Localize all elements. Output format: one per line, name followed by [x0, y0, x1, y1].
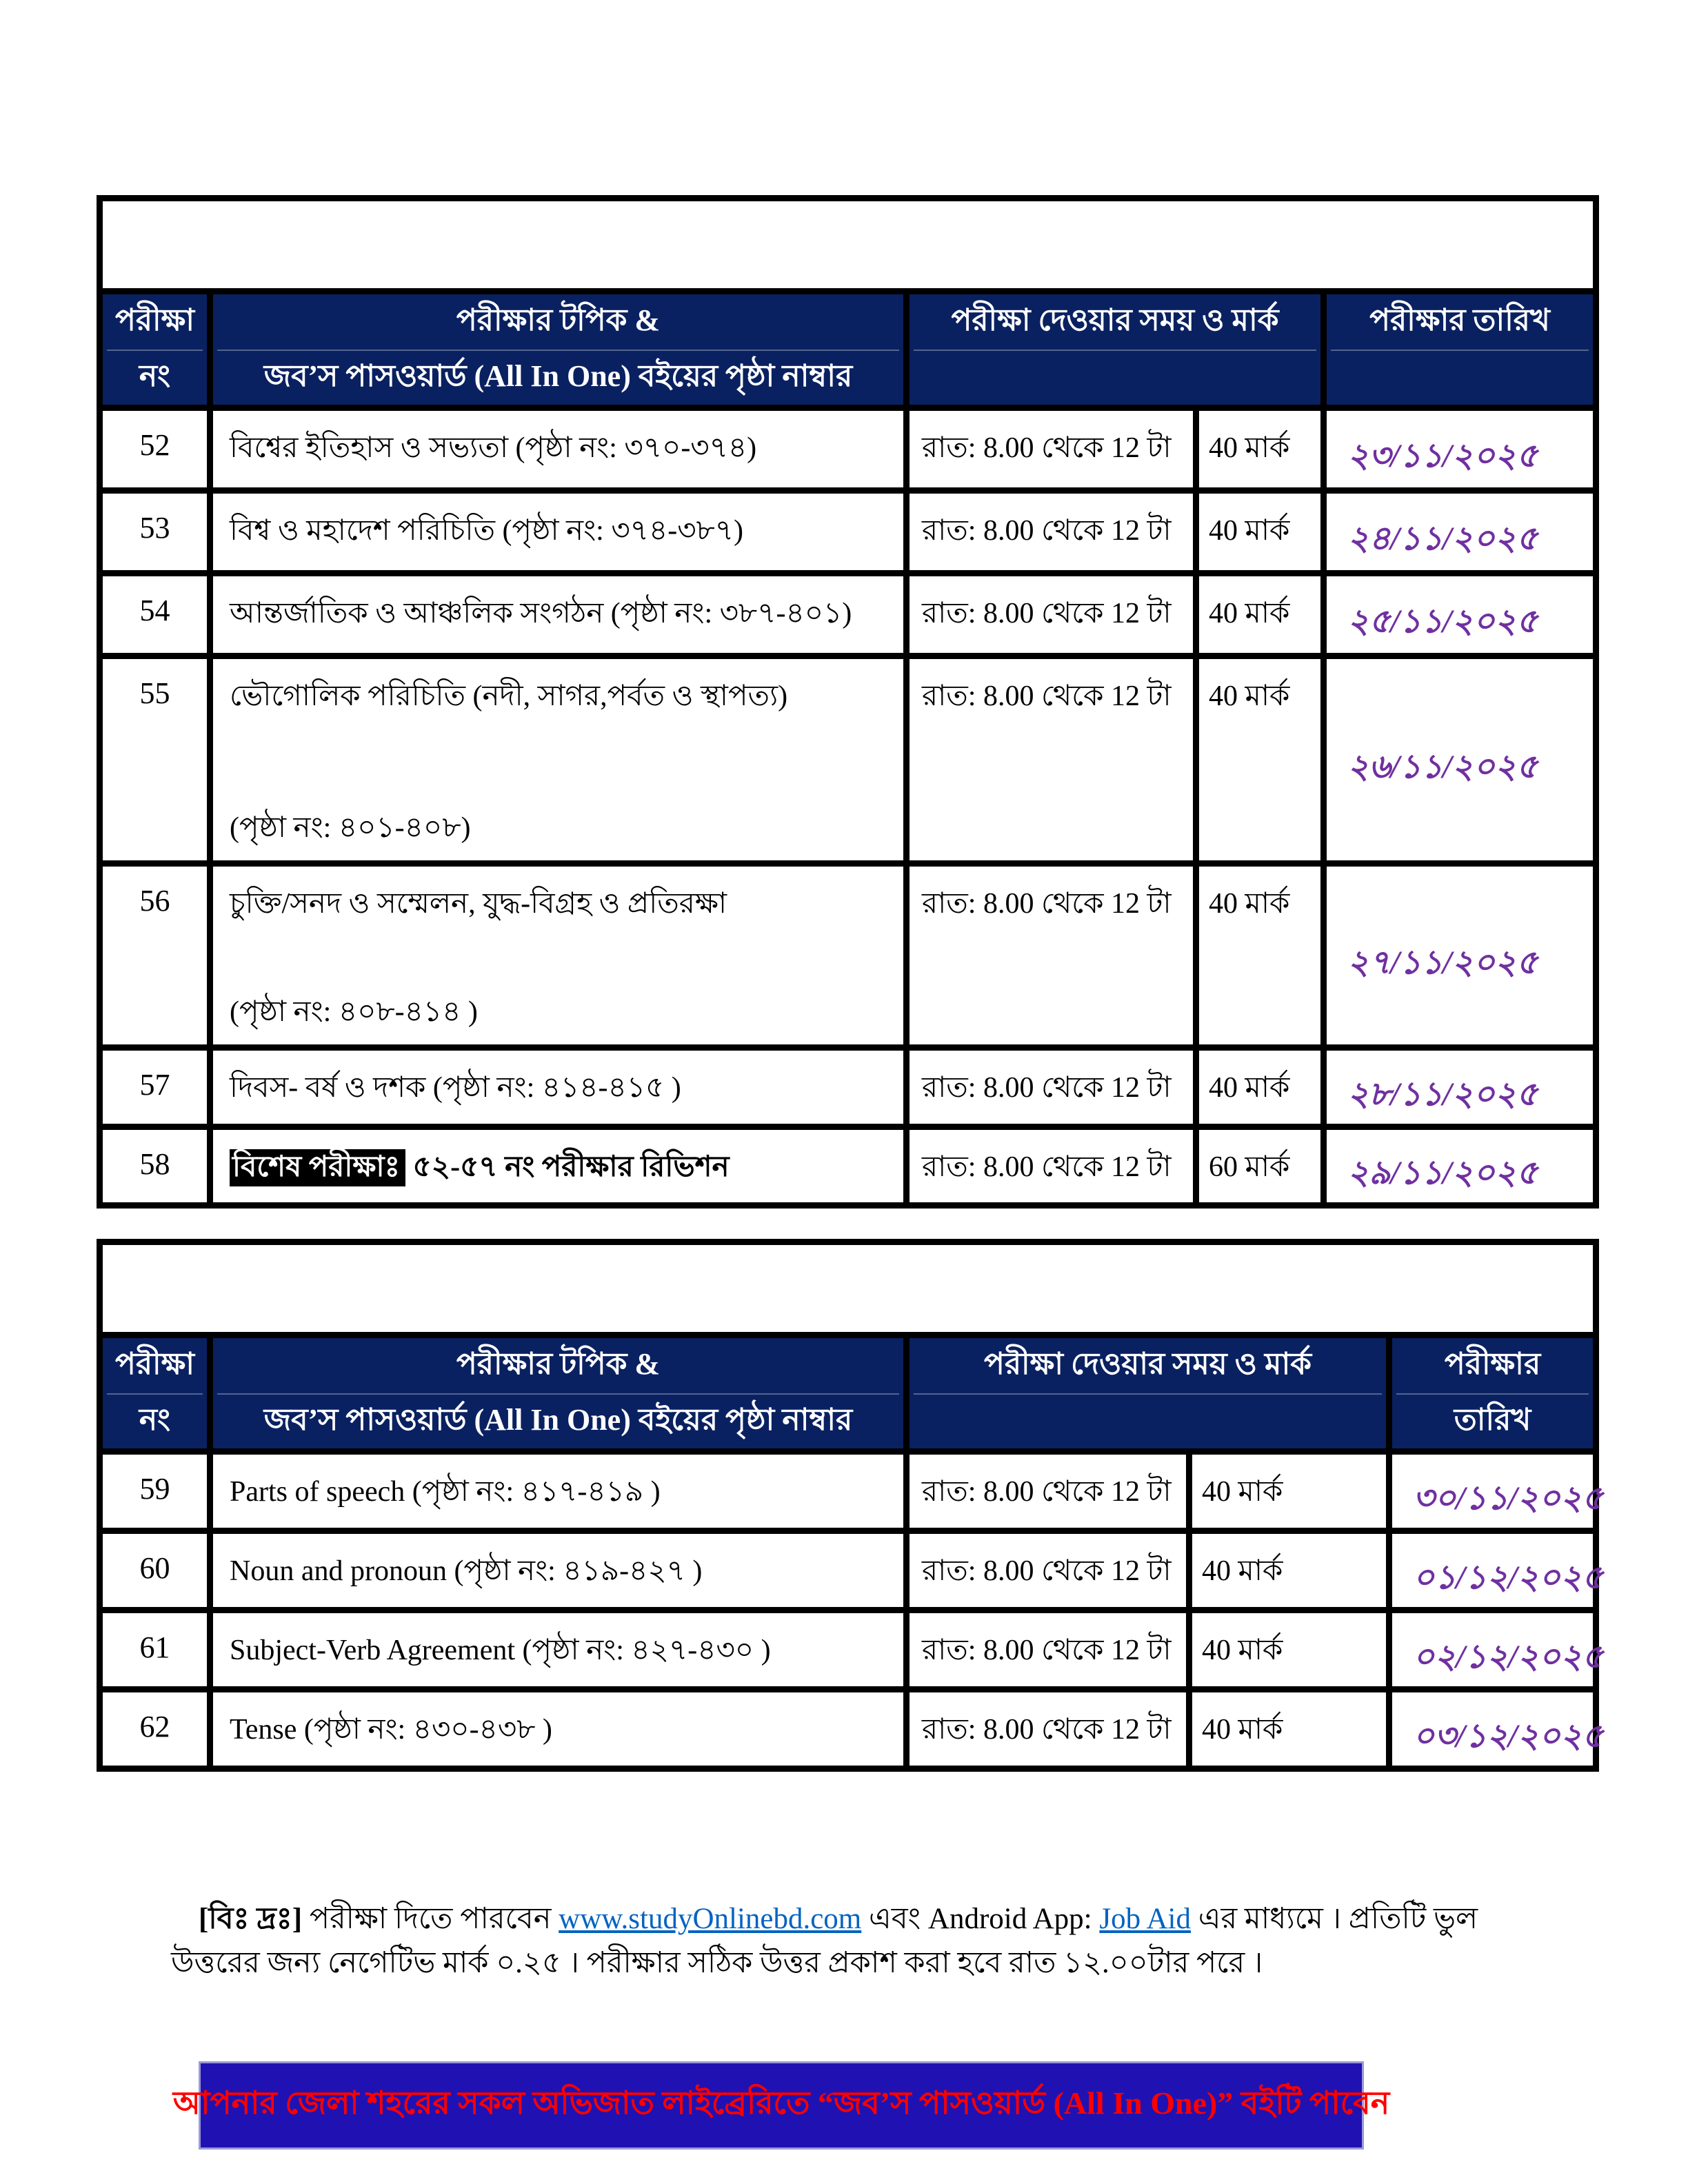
exam-topic: চুক্তি/সনদ ও সম্মেলন, যুদ্ধ-বিগ্রহ ও প্রতিরক্ষা (পৃষ্ঠা নং: ৪০৮-৪১৪ ) — [210, 864, 907, 1048]
exam-time: রাত: 8.00 থেকে 12 টা — [907, 1127, 1196, 1206]
header-time-marks — [907, 292, 1324, 408]
exam-number: 61 — [100, 1610, 210, 1690]
exam-marks: 40 মার্ক — [1196, 864, 1324, 1048]
plan-07-title: পরিকল্পনা-07 — [100, 199, 1596, 292]
exam-number: 60 — [100, 1531, 210, 1610]
plan-07-banner-row — [100, 199, 1596, 292]
exam-date: ২৮/১১/২০২৫ — [1324, 1048, 1596, 1127]
note-paragraph — [171, 1897, 1543, 1985]
exam-time: রাত: 8.00 থেকে 12 টা — [907, 408, 1196, 491]
exam-time: রাত: 8.00 থেকে 12 টা — [907, 1048, 1196, 1127]
exam-marks: 40 মার্ক — [1196, 574, 1324, 656]
exam-topic: Noun and pronoun (পৃষ্ঠা নং: ৪১৯-৪২৭ ) — [210, 1531, 907, 1610]
exam-number: 54 — [100, 574, 210, 656]
exam-date: ৩০/১১/২০২৫ — [1389, 1452, 1596, 1531]
table-row — [100, 656, 1596, 864]
plan-08-title: পরিকল্পনা-08 — [100, 1242, 1596, 1335]
header-exam-no — [100, 292, 210, 408]
table-row — [100, 1452, 1596, 1531]
exam-topic: Parts of speech (পৃষ্ঠা নং: ৪১৭-৪১৯ ) — [210, 1452, 907, 1531]
header-date-line2: তারিখ — [1454, 1402, 1531, 1437]
exam-date: ২৫/১১/২০২৫ — [1324, 574, 1596, 656]
exam-number: 55 — [100, 656, 210, 864]
header-time-marks — [907, 1335, 1389, 1452]
exam-date: ০১/১২/২০২৫ — [1389, 1531, 1596, 1610]
exam-date: ০২/১২/২০২৫ — [1389, 1610, 1596, 1690]
exam-time: রাত: 8.00 থেকে 12 টা — [907, 1690, 1189, 1769]
exam-date: ০৩/১২/২০২৫ — [1389, 1690, 1596, 1769]
header-time-marks-label: পরীক্ষা দেওয়ার সময় ও মার্ক — [914, 1338, 1382, 1395]
header-topic-line1: পরীক্ষার টপিক & — [217, 1338, 899, 1395]
exam-number: 57 — [100, 1048, 210, 1127]
header-topic-line2: জব’স পাসওয়ার্ড (All In One) বইয়ের পৃষ্ঠা নাম্বার — [263, 358, 853, 393]
exam-number: 58 — [100, 1127, 210, 1206]
exam-marks: 60 মার্ক — [1196, 1127, 1324, 1206]
header-topic-line2: জব’স পাসওয়ার্ড (All In One) বইয়ের পৃষ্ঠা নাম্বার — [263, 1402, 853, 1437]
exam-topic: Subject-Verb Agreement (পৃষ্ঠা নং: ৪২৭-৪৩০ ) — [210, 1610, 907, 1690]
note-prefix: [বিঃ দ্রঃ] — [199, 1903, 303, 1935]
exam-date: ২৯/১১/২০২৫ — [1324, 1127, 1596, 1206]
exam-topic: বিশেষ পরীক্ষাঃ ৫২-৫৭ নং পরীক্ষার রিভিশন — [210, 1127, 907, 1206]
header-date — [1324, 292, 1596, 408]
exam-marks: 40 মার্ক — [1189, 1452, 1389, 1531]
table-row — [100, 1048, 1596, 1127]
note-text-2: এবং Android App: — [861, 1903, 1100, 1935]
exam-time: রাত: 8.00 থেকে 12 টা — [907, 656, 1196, 864]
exam-time: রাত: 8.00 থেকে 12 টা — [907, 491, 1196, 574]
exam-topic: বিশ্ব ও মহাদেশ পরিচিতি (পৃষ্ঠা নং: ৩৭৪-৩৮৭) — [210, 491, 907, 574]
exam-topic: দিবস- বর্ষ ও দশক (পৃষ্ঠা নং: ৪১৪-৪১৫ ) — [210, 1048, 907, 1127]
exam-topic-pages: (পৃষ্ঠা নং: ৪০৮-৪১৪ ) — [230, 996, 478, 1028]
exam-time: রাত: 8.00 থেকে 12 টা — [907, 1452, 1189, 1531]
exam-date: ২৪/১১/২০২৫ — [1324, 491, 1596, 574]
header-exam-no-line2: নং — [139, 358, 171, 393]
table-row — [100, 491, 1596, 574]
table-row — [100, 1531, 1596, 1610]
study-online-link[interactable]: www.studyOnlinebd.com — [559, 1903, 862, 1935]
library-notice-banner: আপনার জেলা শহরের সকল অভিজাত লাইব্রেরিতে “জব’স পাসওয়ার্ড (All In One)” বইটি পাবেন — [199, 2061, 1364, 2150]
table-row — [100, 574, 1596, 656]
exam-number: 62 — [100, 1690, 210, 1769]
exam-topic: ভৌগোলিক পরিচিতি (নদী, সাগর,পর্বত ও স্থাপত্য) (পৃষ্ঠা নং: ৪০১-৪০৮) — [210, 656, 907, 864]
plan-08-banner-row — [100, 1242, 1596, 1335]
exam-time: রাত: 8.00 থেকে 12 টা — [907, 1531, 1189, 1610]
header-date-line1: পরীক্ষার — [1396, 1338, 1589, 1395]
exam-time: রাত: 8.00 থেকে 12 টা — [907, 864, 1196, 1048]
header-date-label: পরীক্ষার তারিখ — [1331, 294, 1589, 351]
special-exam-highlight: বিশেষ পরীক্ষাঃ — [230, 1149, 405, 1186]
header-date — [1389, 1335, 1596, 1452]
exam-number: 52 — [100, 408, 210, 491]
header-topic — [210, 292, 907, 408]
exam-topic-pages: (পৃষ্ঠা নং: ৪০১-৪০৮) — [230, 812, 471, 844]
header-time-marks-label: পরীক্ষা দেওয়ার সময় ও মার্ক — [914, 294, 1316, 351]
exam-date: ২৬/১১/২০২৫ — [1324, 656, 1596, 864]
exam-number: 56 — [100, 864, 210, 1048]
exam-topic: আন্তর্জাতিক ও আঞ্চলিক সংগঠন (পৃষ্ঠা নং: ৩৮৭-৪০১) — [210, 574, 907, 656]
exam-date: ২৩/১১/২০২৫ — [1324, 408, 1596, 491]
exam-number: 53 — [100, 491, 210, 574]
exam-time: রাত: 8.00 থেকে 12 টা — [907, 1610, 1189, 1690]
exam-number: 59 — [100, 1452, 210, 1531]
note-text-3: এর মাধ্যমে । প্রতিটি ভুল উত্তরের জন্য নেগেটিভ মার্ক ০.২৫ । পরীক্ষার সঠিক উত্তর প্রকাশ করা হবে রাত ১২.০০টার পরে । — [171, 1903, 1478, 1979]
header-exam-no-line1: পরীক্ষা — [107, 294, 203, 351]
exam-date: ২৭/১১/২০২৫ — [1324, 864, 1596, 1048]
header-topic-line1: পরীক্ষার টপিক & — [217, 294, 899, 351]
exam-marks: 40 মার্ক — [1196, 408, 1324, 491]
header-exam-no-line1: পরীক্ষা — [107, 1338, 203, 1395]
exam-topic: বিশ্বের ইতিহাস ও সভ্যতা (পৃষ্ঠা নং: ৩৭০-৩৭৪) — [210, 408, 907, 491]
exam-marks: 40 মার্ক — [1189, 1610, 1389, 1690]
exam-marks: 40 মার্ক — [1189, 1531, 1389, 1610]
plan-07-header-row — [100, 292, 1596, 408]
plan-07-table — [97, 195, 1599, 1209]
job-aid-app-link[interactable]: Job Aid — [1099, 1903, 1191, 1935]
header-exam-no-line2: নং — [139, 1402, 171, 1437]
table-row — [100, 1127, 1596, 1206]
table-row — [100, 1610, 1596, 1690]
plan-08-header-row — [100, 1335, 1596, 1452]
exam-topic: Tense (পৃষ্ঠা নং: ৪৩০-৪৩৮ ) — [210, 1690, 907, 1769]
exam-time: রাত: 8.00 থেকে 12 টা — [907, 574, 1196, 656]
table-row — [100, 864, 1596, 1048]
header-exam-no — [100, 1335, 210, 1452]
plan-08-table — [97, 1239, 1604, 1772]
exam-marks: 40 মার্ক — [1196, 491, 1324, 574]
table-row — [100, 408, 1596, 491]
exam-marks: 40 মার্ক — [1196, 656, 1324, 864]
note-text-1: পরীক্ষা দিতে পারবেন — [302, 1903, 559, 1935]
exam-marks: 40 মার্ক — [1189, 1690, 1389, 1769]
header-topic — [210, 1335, 907, 1452]
table-row — [100, 1690, 1596, 1769]
exam-marks: 40 মার্ক — [1196, 1048, 1324, 1127]
